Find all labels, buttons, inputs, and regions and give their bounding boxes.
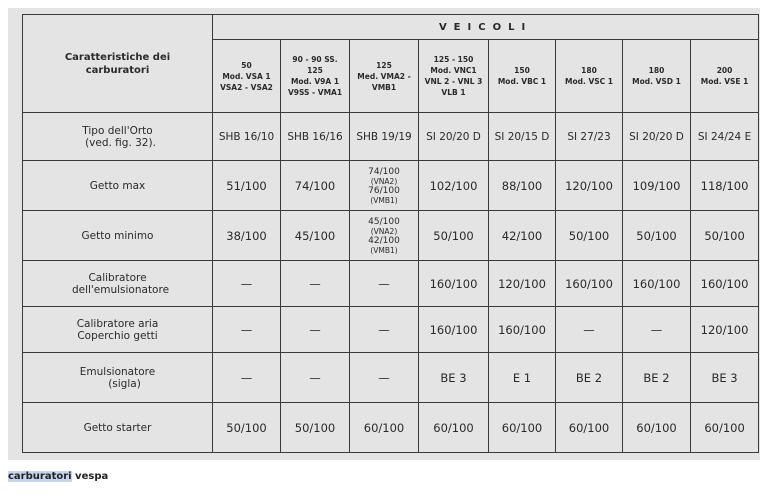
value-cell: 120/100 — [489, 261, 556, 307]
model-header-cell — [281, 40, 350, 113]
row-label-line: Coperchio getti — [77, 329, 158, 342]
row-label — [23, 211, 213, 261]
table-row — [23, 113, 759, 161]
model-header-cell — [489, 40, 556, 113]
value-cell: BE 2 — [556, 353, 623, 403]
value-cell: 102/100 — [419, 161, 489, 211]
model-line: Mod. V9A 1 — [290, 77, 340, 86]
value-cell: 120/100 — [556, 161, 623, 211]
model-line: Mod. VSC 1 — [565, 77, 613, 86]
row-label — [23, 353, 213, 403]
table-row — [23, 211, 759, 261]
model-line: VNL 2 - VNL 3 — [424, 77, 483, 86]
value-cell: — — [281, 261, 350, 307]
value-cell: — — [213, 353, 281, 403]
value-cell: 50/100 — [556, 211, 623, 261]
table-row — [23, 403, 759, 453]
row-label-line: (ved. fig. 32). — [85, 136, 156, 149]
model-line: 90 - 90 SS. — [292, 55, 338, 64]
value-cell: 109/100 — [623, 161, 691, 211]
value-cell-line: 74/100 — [368, 166, 400, 177]
scanned-table-image — [8, 8, 760, 460]
model-line: Med. VMA2 - — [357, 71, 411, 81]
value-cell — [350, 211, 419, 261]
model-line: 125 — [307, 66, 323, 75]
row-label-line: Calibratore — [88, 271, 147, 284]
value-cell: 60/100 — [350, 403, 419, 453]
header-row-vehicles — [23, 15, 759, 40]
value-cell-line: 42/100 — [368, 235, 400, 246]
value-cell: 45/100 — [281, 211, 350, 261]
value-cell: 42/100 — [489, 211, 556, 261]
model-line: Mod. VSE 1 — [700, 77, 749, 86]
value-cell: SI 20/20 D — [419, 113, 489, 161]
model-line: VMB1 — [371, 82, 397, 92]
row-label — [23, 307, 213, 353]
row-label-line: Calibratore aria — [76, 317, 159, 330]
model-header-cell — [419, 40, 489, 113]
value-cell: 160/100 — [623, 261, 691, 307]
value-cell: SI 27/23 — [556, 113, 623, 161]
value-cell: E 1 — [489, 353, 556, 403]
value-cell: SI 24/24 E — [691, 113, 759, 161]
model-header-cell — [623, 40, 691, 113]
caption-rest: vespa — [71, 471, 109, 482]
carburetor-table — [22, 14, 759, 453]
value-cell: 50/100 — [419, 211, 489, 261]
value-cell: 50/100 — [213, 403, 281, 453]
value-cell: 88/100 — [489, 161, 556, 211]
model-header-cell — [556, 40, 623, 113]
value-cell: 160/100 — [556, 261, 623, 307]
row-label — [23, 403, 213, 453]
row-label-line: Emulsionatore — [79, 365, 156, 378]
row-label-line: Getto starter — [83, 421, 152, 434]
vehicles-header: VEICOLI — [213, 15, 759, 40]
value-cell: 160/100 — [489, 307, 556, 353]
value-cell: — — [213, 307, 281, 353]
model-line: 180 — [581, 66, 597, 75]
value-cell: 38/100 — [213, 211, 281, 261]
value-cell — [350, 161, 419, 211]
model-line: Mod. VNC1 — [430, 66, 477, 75]
value-cell-line: (VNA2) — [370, 176, 398, 186]
row-label-line: Getto minimo — [81, 229, 154, 242]
model-line: 125 — [376, 60, 392, 70]
value-cell: SI 20/15 D — [489, 113, 556, 161]
value-cell: SHB 19/19 — [350, 113, 419, 161]
model-line: V9SS - VMA1 — [287, 88, 343, 97]
row-label-line: Tipo dell'Orto — [82, 124, 153, 137]
value-cell: 120/100 — [691, 307, 759, 353]
header-characteristics — [23, 15, 213, 113]
value-cell: 160/100 — [419, 261, 489, 307]
caption-highlight: carburatori — [8, 471, 72, 482]
model-header-cell — [691, 40, 759, 113]
table-body — [23, 15, 759, 453]
row-label — [23, 113, 213, 161]
model-line: 150 — [514, 66, 530, 75]
table-row — [23, 353, 759, 403]
value-cell-line: (VMB1) — [370, 195, 398, 205]
value-cell: 50/100 — [623, 211, 691, 261]
row-label-line: Getto max — [89, 179, 146, 192]
value-cell: 60/100 — [556, 403, 623, 453]
value-cell-line: (VNA2) — [370, 226, 398, 236]
table-row — [23, 307, 759, 353]
value-cell: 60/100 — [419, 403, 489, 453]
value-cell: SHB 16/16 — [281, 113, 350, 161]
value-cell: SI 20/20 D — [623, 113, 691, 161]
value-cell: 160/100 — [691, 261, 759, 307]
value-cell: — — [213, 261, 281, 307]
model-line: Mod. VBC 1 — [497, 77, 547, 86]
model-line: VLB 1 — [441, 88, 466, 97]
value-cell: 160/100 — [419, 307, 489, 353]
value-cell: 50/100 — [281, 403, 350, 453]
row-label-line: (sigla) — [108, 377, 141, 390]
table-row — [23, 161, 759, 211]
value-cell: 50/100 — [691, 211, 759, 261]
value-cell: 60/100 — [489, 403, 556, 453]
row-label-line: dell'emulsionatore — [71, 283, 170, 296]
header-line: carburatori — [85, 64, 150, 76]
value-cell: — — [623, 307, 691, 353]
model-header-cell — [350, 40, 419, 113]
value-cell: — — [556, 307, 623, 353]
row-label — [23, 261, 213, 307]
value-cell: BE 3 — [419, 353, 489, 403]
value-cell: — — [281, 353, 350, 403]
value-cell-line: (VMB1) — [370, 245, 398, 255]
value-cell: 51/100 — [213, 161, 281, 211]
value-cell-line: 76/100 — [368, 185, 400, 196]
value-cell: 74/100 — [281, 161, 350, 211]
model-line: VSA2 - VSA2 — [220, 82, 273, 92]
caption — [8, 471, 108, 482]
model-line: Mod. VSD 1 — [632, 77, 681, 86]
model-header-cell — [213, 40, 281, 113]
value-cell: — — [350, 307, 419, 353]
value-cell: SHB 16/10 — [213, 113, 281, 161]
value-cell: 118/100 — [691, 161, 759, 211]
header-line: Caratteristiche dei — [64, 51, 171, 63]
value-cell: — — [350, 353, 419, 403]
model-line: 125 - 150 — [433, 55, 474, 64]
value-cell-line: 45/100 — [368, 216, 400, 227]
row-label — [23, 161, 213, 211]
model-line: Mod. VSA 1 — [222, 71, 271, 81]
model-line: 200 — [716, 66, 733, 75]
value-cell: BE 2 — [623, 353, 691, 403]
value-cell: 60/100 — [691, 403, 759, 453]
value-cell: 60/100 — [623, 403, 691, 453]
value-cell: BE 3 — [691, 353, 759, 403]
model-line: 50 — [241, 60, 252, 70]
table-row — [23, 261, 759, 307]
value-cell: — — [281, 307, 350, 353]
model-line: 180 — [648, 66, 665, 75]
value-cell: — — [350, 261, 419, 307]
